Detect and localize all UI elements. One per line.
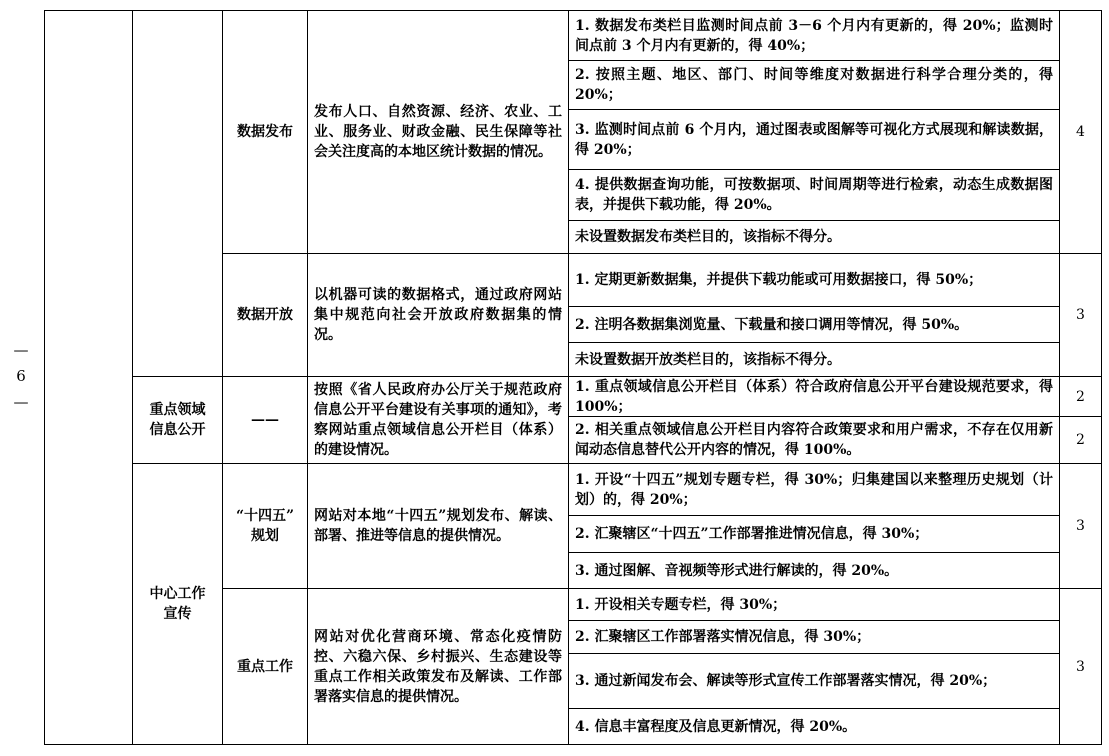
criterion: 1. 重点领域信息公开栏目（体系）符合政府信息公开平台建设规范要求，得 100%； [575, 378, 1053, 415]
score-value: 3 [1076, 658, 1085, 675]
score-value: 3 [1076, 518, 1085, 534]
criterion: 1. 数据发布类栏目监测时间点前 3－6 个月内有更新的，得 20%；监测时间点前 3 个月内有更新的，得 40%； [575, 17, 1053, 54]
criterion: 1. 开设相关专题专栏，得 30%； [575, 596, 787, 613]
item-description: 以机器可读的数据格式，通过政府网站集中规范向社会开放政府数据集的情况。 [314, 287, 562, 343]
criterion-no-score-note: 未设置数据开放类栏目的，该指标不得分。 [575, 351, 841, 368]
score-value: 2 [1076, 432, 1085, 448]
score-value: 4 [1076, 124, 1085, 140]
criterion: 2. 相关重点领域信息公开栏目内容符合政策要求和用户需求，不存在仅用新闻动态信息替代公开内容的情况，得 100%。 [575, 422, 1053, 458]
criterion: 3. 监测时间点前 6 个月内，通过图表或图解等可视化方式展现和解读数据，得 20%； [575, 121, 1053, 158]
page-dash-bottom: — [13, 393, 29, 411]
item-name-14th-five-year-plan: “十四五” 规划 [235, 508, 295, 544]
item-description: 网站对本地“十四五”规划发布、解读、部署、推进等信息的提供情况。 [314, 508, 562, 544]
group-label-key-areas: 重点领域 信息公开 [149, 402, 206, 438]
page-number-marker [10, 340, 32, 412]
criterion: 2. 汇聚辖区工作部署落实情况信息，得 30%； [575, 629, 871, 645]
criterion: 3. 通过新闻发布会、解读等形式宣传工作部署落实情况，得 20%； [575, 673, 997, 689]
criterion: 1. 定期更新数据集，并提供下载功能或可用数据接口，得 50%； [575, 272, 983, 288]
criterion: 4. 信息丰富程度及信息更新情况，得 20%。 [575, 718, 857, 735]
criterion: 2. 汇聚辖区“十四五”工作部署推进情况信息，得 30%； [575, 526, 929, 542]
criterion-no-score-note: 未设置数据发布类栏目的，该指标不得分。 [575, 229, 841, 245]
item-name-data-release: 数据发布 [237, 124, 293, 140]
page-number: 6 [16, 367, 26, 385]
score-value: 3 [1076, 307, 1085, 323]
item-description: 发布人口、自然资源、经济、农业、工业、服务业、财政金融、民生保障等社会关注度高的本地区统计数据的情况。 [314, 104, 562, 160]
page-dash-top: — [13, 341, 29, 359]
item-description: 按照《省人民政府办公厅关于规范政府信息公开平台建设有关事项的通知》，考察网站重点领域信息公开栏目（体系）的建设情况。 [314, 382, 562, 458]
group-label-central-work: 中心工作 宣传 [149, 586, 206, 622]
criterion: 4. 提供数据查询功能，可按数据项、时间周期等进行检索，动态生成数据图表，并提供下载功能，得 20%。 [575, 177, 1053, 213]
score-value: 2 [1076, 388, 1085, 405]
criterion: 2. 注明各数据集浏览量、下载量和接口调用等情况，得 50%。 [575, 316, 969, 333]
criterion: 1. 开设“十四五”规划专题专栏，得 30%；归集建国以来整理历史规划（计划）的，得 20%； [575, 471, 1053, 508]
item-name-placeholder-dash: —— [251, 412, 279, 428]
criterion: 3. 通过图解、音视频等形式进行解读的，得 20%。 [575, 562, 899, 579]
item-name-key-work: 重点工作 [237, 658, 293, 675]
item-name-data-open: 数据开放 [237, 307, 293, 323]
criterion: 2. 按照主题、地区、部门、时间等维度对数据进行科学合理分类的，得 20%； [575, 67, 1053, 103]
item-description: 网站对优化营商环境、常态化疫情防控、六稳六保、乡村振兴、生态建设等重点工作相关政策发布及解读、工作部署落实信息的提供情况。 [314, 628, 562, 705]
